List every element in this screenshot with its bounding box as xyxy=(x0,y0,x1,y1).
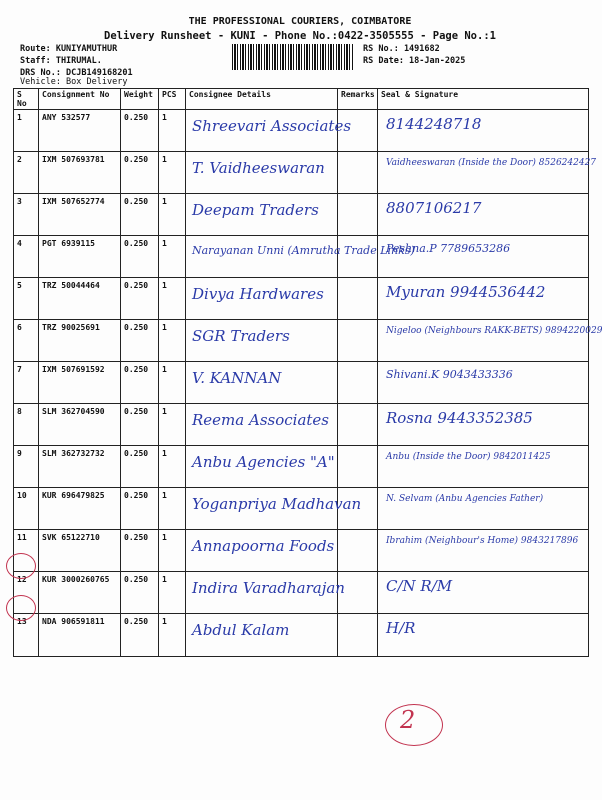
signature-handwriting: 8144248718 xyxy=(386,115,482,133)
table-row xyxy=(14,236,589,278)
table-row xyxy=(14,614,589,657)
rs-date: RS Date: 18-Jan-2025 xyxy=(363,56,466,66)
row-pcs-cell: 1 xyxy=(159,236,186,278)
row-12-circle-mark xyxy=(6,553,36,579)
drs-number: DRS No.: DCJB149168201 xyxy=(20,68,133,78)
row-consignment-no-cell: KUR 696479825 xyxy=(39,488,121,530)
row-pcs-cell: 1 xyxy=(159,110,186,152)
row-consignee-cell xyxy=(186,362,338,404)
row-signature-cell xyxy=(378,572,589,614)
col-header-consignee: Consignee Details xyxy=(186,89,338,110)
row-consignment-no-cell: IXM 507693781 xyxy=(39,152,121,194)
row-sno-cell: 13 xyxy=(14,614,39,657)
row-remarks-cell xyxy=(338,110,378,152)
row-pcs-cell: 1 xyxy=(159,446,186,488)
row-weight-cell: 0.250 xyxy=(121,404,159,446)
col-header-sno: S No xyxy=(14,89,39,110)
row-sno-cell: 4 xyxy=(14,236,39,278)
row-weight-cell: 0.250 xyxy=(121,110,159,152)
table-row xyxy=(14,278,589,320)
row-signature-cell xyxy=(378,614,589,657)
consignee-handwriting: Deepam Traders xyxy=(192,201,319,219)
row-consignment-no-cell: IXM 507691592 xyxy=(39,362,121,404)
signature-handwriting: Peshna.P 7789653286 xyxy=(386,242,511,255)
consignee-handwriting: Divya Hardwares xyxy=(192,285,324,303)
row-pcs-cell: 1 xyxy=(159,614,186,657)
row-consignee-cell xyxy=(186,236,415,278)
row-weight-cell: 0.250 xyxy=(121,320,159,362)
row-remarks-cell xyxy=(338,530,378,572)
row-weight-cell: 0.250 xyxy=(121,572,159,614)
vehicle-label: Vehicle: Box Delivery xyxy=(20,77,128,87)
row-sno-cell: 6 xyxy=(14,320,39,362)
row-consignee-cell xyxy=(186,278,338,320)
row-pcs-cell: 1 xyxy=(159,362,186,404)
table-row xyxy=(14,152,589,194)
page-number-mark: 2 xyxy=(400,706,416,734)
consignee-handwriting: Reema Associates xyxy=(192,411,329,429)
row-consignment-no-cell: KUR 3000260765 xyxy=(39,572,121,614)
table-row xyxy=(14,194,589,236)
row-remarks-cell xyxy=(338,404,378,446)
row-sno-cell: 8 xyxy=(14,404,39,446)
row-remarks-cell xyxy=(338,194,378,236)
row-sno-cell: 7 xyxy=(14,362,39,404)
row-consignment-no-cell: PGT 6939115 xyxy=(39,236,121,278)
consignee-handwriting: V. KANNAN xyxy=(192,369,282,387)
row-pcs-cell: 1 xyxy=(159,320,186,362)
row-remarks-cell xyxy=(338,152,378,194)
col-header-signature: Seal & Signature xyxy=(378,89,589,110)
row-pcs-cell: 1 xyxy=(159,530,186,572)
row-consignee-cell xyxy=(186,488,362,530)
row-signature-cell xyxy=(378,278,589,320)
row-remarks-cell xyxy=(338,362,378,404)
table-row xyxy=(14,530,589,572)
signature-handwriting: Anbu (Inside the Door) 9842011425 xyxy=(386,452,551,462)
route-label: Route: KUNIYAMUTHUR xyxy=(20,44,118,54)
row-consignment-no-cell: SVK 65122710 xyxy=(39,530,121,572)
row-pcs-cell: 1 xyxy=(159,572,186,614)
signature-handwriting: Vaidheeswaran (Inside the Door) 8526242427 xyxy=(386,158,597,168)
consignee-handwriting: Narayanan Unni (Amrutha Trade Links) xyxy=(192,244,415,257)
row-weight-cell: 0.250 xyxy=(121,488,159,530)
signature-handwriting: Shivani.K 9043433336 xyxy=(386,368,513,381)
signature-handwriting: N. Selvam (Anbu Agencies Father) xyxy=(386,494,544,504)
row-consignee-cell xyxy=(186,446,338,488)
row-pcs-cell: 1 xyxy=(159,194,186,236)
row-consignee-cell xyxy=(186,152,338,194)
barcode xyxy=(232,44,354,70)
row-weight-cell: 0.250 xyxy=(121,614,159,657)
row-signature-cell xyxy=(378,446,589,488)
row-consignment-no-cell: SLM 362732732 xyxy=(39,446,121,488)
row-consignee-cell xyxy=(186,404,338,446)
rs-number: RS No.: 1491682 xyxy=(363,44,440,54)
signature-handwriting: H/R xyxy=(386,619,416,637)
table-row xyxy=(14,320,589,362)
consignee-handwriting: Shreevari Associates xyxy=(192,117,352,135)
row-signature-cell xyxy=(378,236,589,278)
row-signature-cell xyxy=(378,320,602,362)
signature-handwriting: Myuran 9944536442 xyxy=(386,283,546,301)
runsheet-table xyxy=(13,88,602,657)
row-remarks-cell xyxy=(338,278,378,320)
staff-label: Staff: THIRUMAL. xyxy=(20,56,102,66)
row-pcs-cell: 1 xyxy=(159,404,186,446)
row-remarks-cell xyxy=(338,614,378,657)
row-signature-cell xyxy=(378,488,589,530)
row-signature-cell xyxy=(378,530,589,572)
row-weight-cell: 0.250 xyxy=(121,236,159,278)
consignee-handwriting: Annapoorna Foods xyxy=(192,537,335,555)
row-weight-cell: 0.250 xyxy=(121,362,159,404)
sheet-subtitle: Delivery Runsheet - KUNI - Phone No.:0422-3505555 - Page No.:1 xyxy=(104,30,496,42)
row-remarks-cell xyxy=(338,488,378,530)
row-remarks-cell xyxy=(338,572,378,614)
row-sno-cell: 10 xyxy=(14,488,39,530)
signature-handwriting: Ibrahim (Neighbour's Home) 9843217896 xyxy=(386,536,579,546)
signature-handwriting: Nigeloo (Neighbours RAKK-BETS) 9894220029 xyxy=(386,326,602,336)
row-13-circle-mark xyxy=(6,595,36,621)
consignee-handwriting: Anbu Agencies "A" xyxy=(192,453,335,471)
col-header-remarks: Remarks xyxy=(338,89,378,110)
row-consignment-no-cell: TRZ 90025691 xyxy=(39,320,121,362)
row-signature-cell xyxy=(378,194,589,236)
row-sno-cell: 9 xyxy=(14,446,39,488)
row-sno-cell: 12 xyxy=(14,572,39,614)
row-signature-cell xyxy=(378,152,597,194)
table-row xyxy=(14,488,589,530)
row-consignee-cell xyxy=(186,194,338,236)
row-remarks-cell xyxy=(338,446,378,488)
row-consignee-cell xyxy=(186,110,352,152)
consignee-handwriting: T. Vaidheeswaran xyxy=(192,159,325,177)
row-sno-cell: 2 xyxy=(14,152,39,194)
row-pcs-cell: 1 xyxy=(159,152,186,194)
table-row xyxy=(14,110,589,152)
row-consignment-no-cell: IXM 507652774 xyxy=(39,194,121,236)
signature-handwriting: C/N R/M xyxy=(386,577,453,595)
consignee-handwriting: SGR Traders xyxy=(192,327,290,345)
table-row xyxy=(14,362,589,404)
row-consignment-no-cell: ANY 532577 xyxy=(39,110,121,152)
signature-handwriting: Rosna 9443352385 xyxy=(386,409,533,427)
consignee-handwriting: Abdul Kalam xyxy=(192,621,290,639)
row-weight-cell: 0.250 xyxy=(121,446,159,488)
row-signature-cell xyxy=(378,110,589,152)
table-row xyxy=(14,404,589,446)
row-weight-cell: 0.250 xyxy=(121,194,159,236)
row-consignee-cell xyxy=(186,320,338,362)
row-weight-cell: 0.250 xyxy=(121,278,159,320)
col-header-weight: Weight xyxy=(121,89,159,110)
row-sno-cell: 1 xyxy=(14,110,39,152)
row-consignment-no-cell: TRZ 50044464 xyxy=(39,278,121,320)
table-header-row xyxy=(14,89,589,110)
col-header-consignment: Consignment No xyxy=(39,89,121,110)
row-sno-cell: 3 xyxy=(14,194,39,236)
table-row xyxy=(14,446,589,488)
table-row xyxy=(14,572,589,614)
sheet-title: THE PROFESSIONAL COURIERS, COIMBATORE xyxy=(188,16,412,27)
row-consignee-cell xyxy=(186,530,338,572)
row-consignee-cell xyxy=(186,614,338,657)
row-consignment-no-cell: SLM 362704590 xyxy=(39,404,121,446)
row-consignee-cell xyxy=(186,572,345,614)
consignee-handwriting: Yoganpriya Madhavan xyxy=(192,495,362,513)
signature-handwriting: 8807106217 xyxy=(386,199,482,217)
row-consignment-no-cell: NDA 906591811 xyxy=(39,614,121,657)
row-weight-cell: 0.250 xyxy=(121,530,159,572)
row-weight-cell: 0.250 xyxy=(121,152,159,194)
row-pcs-cell: 1 xyxy=(159,488,186,530)
row-sno-cell: 5 xyxy=(14,278,39,320)
row-remarks-cell xyxy=(338,236,378,278)
row-signature-cell xyxy=(378,362,589,404)
row-pcs-cell: 1 xyxy=(159,278,186,320)
row-signature-cell xyxy=(378,404,589,446)
row-remarks-cell xyxy=(338,320,378,362)
consignee-handwriting: Indira Varadharajan xyxy=(192,579,345,597)
row-sno-cell: 11 xyxy=(14,530,39,572)
col-header-pcs: PCS xyxy=(159,89,186,110)
